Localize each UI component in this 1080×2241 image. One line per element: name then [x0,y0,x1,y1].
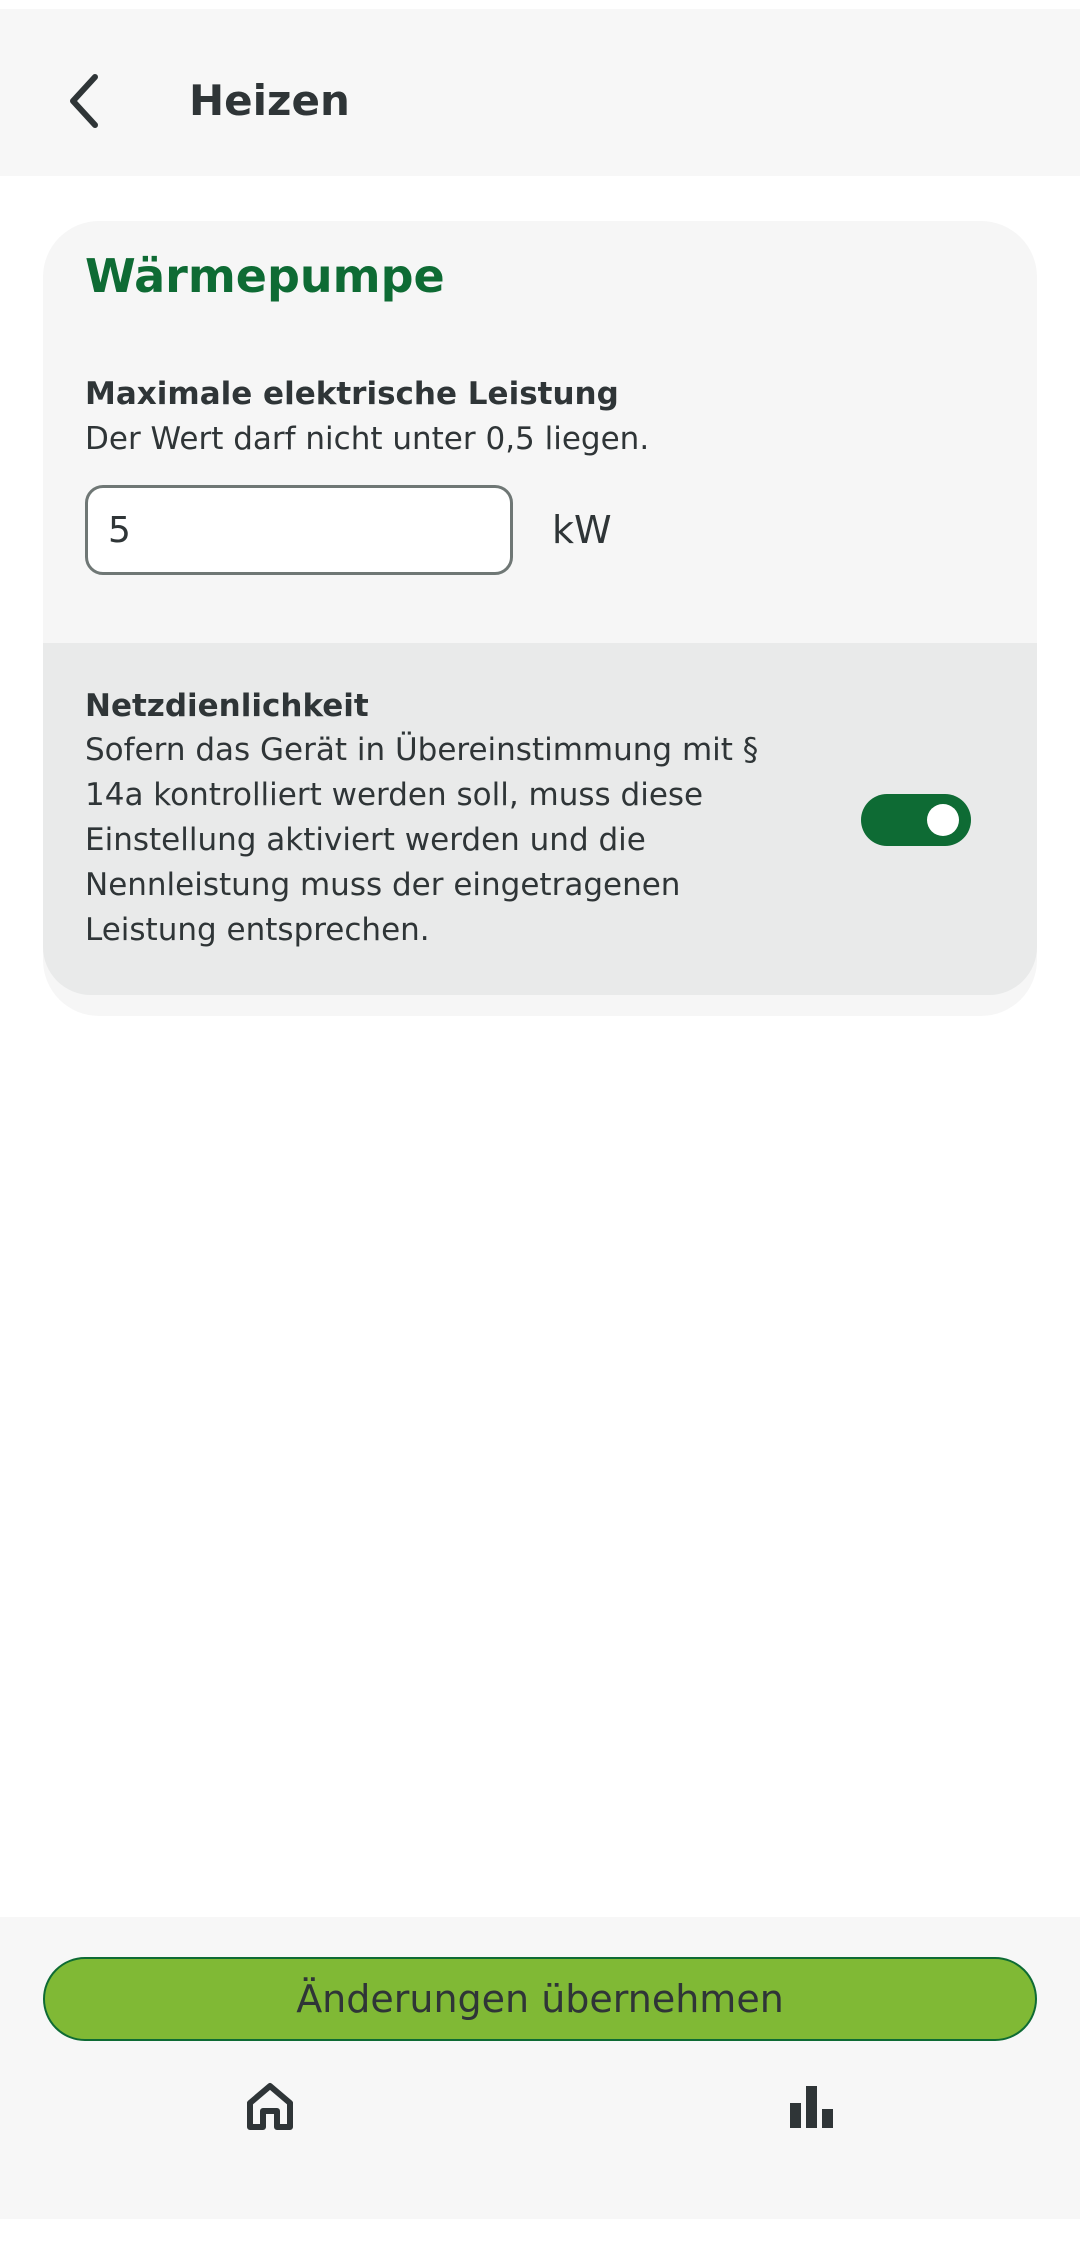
card-title: Wärmepumpe [85,249,445,303]
nav-item-home[interactable] [240,2076,300,2136]
system-nav-area [0,2219,1080,2241]
app-bar [0,9,1080,176]
grid-service-description: Sofern das Gerät in Übereinstimmung mit § 14a kontrolliert werden soll, muss diese Einstellung aktiviert werden und die Nennleistung muss der eingetragenen Leistung entsprechen. [85,732,759,948]
max-power-input[interactable] [85,485,513,575]
grid-service-title: Netzdienlichkeit [85,688,369,724]
grid-service-section [43,643,1037,995]
back-button[interactable] [50,61,120,141]
home-icon [245,2081,295,2131]
toggle-knob [927,804,959,836]
status-bar-area [0,0,1080,9]
grid-service-toggle[interactable] [861,794,971,846]
chevron-left-icon [65,71,105,131]
max-power-label: Maximale elektrische Leistung [85,376,619,412]
nav-item-statistics[interactable] [782,2076,842,2136]
max-power-hint: Der Wert darf nicht unter 0,5 liegen. [85,421,650,457]
bottom-area [0,1917,1080,2219]
apply-changes-button[interactable]: Änderungen übernehmen [43,1957,1037,2041]
page-title: Heizen [189,76,350,125]
heat-pump-card [43,221,1037,1016]
unit-label: kW [552,508,612,552]
bar-chart-icon [787,2081,837,2131]
